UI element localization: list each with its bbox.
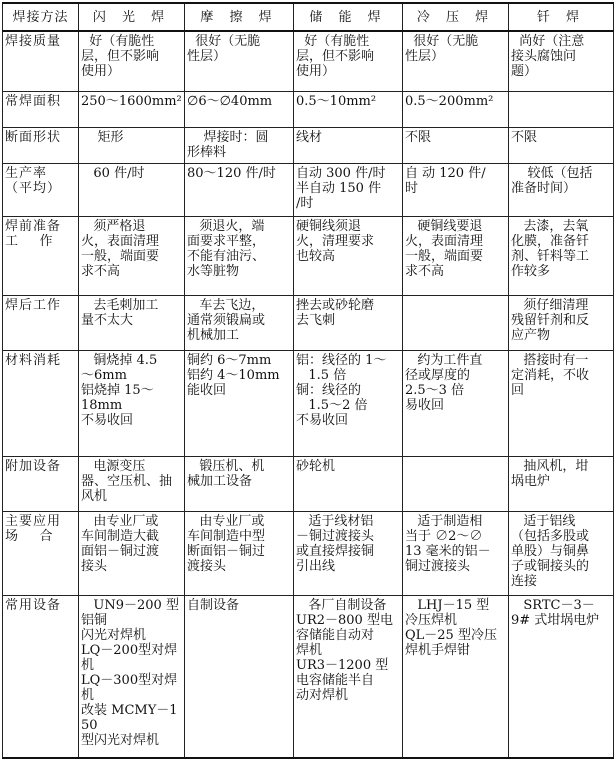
cell-line: LQ－300型对焊机: [81, 672, 178, 703]
row-label-line: 焊接质量: [5, 34, 62, 49]
cell-line: 单股）与铜鼻: [511, 543, 590, 559]
cell-line: 火，清理要求: [296, 233, 375, 249]
cell-line: 18mm: [81, 397, 123, 413]
row-label-main-applications: [3, 511, 79, 595]
cell-line: 挫去或砂轮磨: [296, 298, 375, 314]
header-welding-method: 焊接方法: [3, 3, 79, 31]
cell-line: 不易收回: [81, 412, 134, 428]
cell-post-weld-work-friction-welding: [185, 296, 294, 350]
cell-post-weld-work-brazing: [509, 296, 614, 350]
row-label-cross-section: [3, 127, 79, 164]
cell-line: 风机: [81, 489, 108, 505]
cell-line: 时: [405, 181, 419, 197]
cell-line: 一般，端面要: [81, 248, 160, 264]
cell-line: 量不太大: [81, 313, 134, 329]
cell-line: 铝：线径的 1～: [296, 352, 387, 368]
cell-line: UR3－1200 型: [296, 657, 389, 673]
cell-line: 求不高: [405, 263, 445, 279]
cell-line: 砂轮机: [296, 459, 336, 475]
cell-productivity-friction-welding: [185, 164, 294, 216]
row-label-line: 附加设备: [5, 459, 62, 475]
cell-line: ∅6～∅40mm: [187, 94, 273, 110]
cell-line: 硬铜线要退: [405, 218, 483, 234]
cell-line: 电容储能半自: [296, 672, 375, 688]
cell-line: 剂、钎料等工: [511, 248, 590, 264]
cell-main-applications-flash-welding: [79, 511, 185, 595]
cell-line: 铝烧掉 15～: [81, 382, 154, 398]
cell-line: 火，表面清理: [81, 233, 160, 249]
header-friction-welding: 摩 擦 焊: [185, 3, 294, 31]
cell-quality-friction-welding: [185, 31, 294, 92]
cell-line: 铝约 4～10mm: [187, 367, 280, 383]
row-label-line: 常用设备: [5, 597, 62, 613]
cell-line: 锻压机、机: [187, 459, 265, 475]
cell-line: UR2－800 型电: [296, 612, 393, 628]
row-label-line: 断面形状: [5, 129, 62, 145]
cell-auxiliary-equipment-flash-welding: [79, 457, 185, 511]
row-label-line: 生产率: [5, 166, 48, 182]
cell-weld-area-cold-pressure-welding: [403, 92, 509, 128]
cell-common-equipment-stored-energy-welding: [294, 595, 403, 758]
cell-line: 闪光对焊机: [81, 627, 147, 643]
row-label-line: 工 作: [5, 233, 54, 249]
row-label-line: （平均）: [5, 181, 62, 197]
cell-line: 自制设备: [187, 597, 240, 613]
cell-line: 各厂自制设备: [296, 597, 387, 613]
cell-main-applications-brazing: [509, 511, 614, 595]
cell-quality-brazing: [509, 31, 614, 92]
cell-line: 容储能自动对: [296, 627, 375, 643]
cell-line: 渡接头: [187, 558, 227, 574]
cell-auxiliary-equipment-friction-welding: [185, 457, 294, 511]
cell-pre-weld-prep-stored-energy-welding: [294, 216, 403, 296]
cell-line: 使用）: [81, 64, 121, 79]
cell-line: 铝铜: [81, 612, 108, 628]
cell-common-equipment-friction-welding: [185, 595, 294, 758]
cell-line: 机械加工: [187, 328, 240, 344]
row-label-line: 焊前准备: [5, 218, 62, 234]
cell-line: 一般，端面要: [405, 248, 484, 264]
cell-line: 由专业厂或: [187, 513, 265, 529]
cell-line: 层，但不影响: [81, 49, 160, 64]
cell-line: 250～1600mm²: [81, 94, 182, 110]
cell-line: 须仔细清理: [511, 298, 589, 314]
row-label-common-equipment: [3, 595, 79, 758]
cell-line: 求不高: [81, 263, 121, 279]
cell-line: 易收回: [405, 397, 445, 413]
cell-line: 面铝－铜过渡: [81, 543, 160, 559]
cell-auxiliary-equipment-brazing: [509, 457, 614, 511]
cell-line: 线材: [296, 129, 323, 145]
row-label-weld-area: [3, 92, 79, 128]
cell-post-weld-work-stored-energy-welding: [294, 296, 403, 350]
cell-line: －铜过渡接头: [296, 528, 375, 544]
cell-line: 题）: [511, 64, 538, 79]
cell-cross-section-flash-welding: [79, 127, 185, 164]
cell-line: 好（有脆性: [81, 34, 155, 49]
cell-post-weld-work-cold-pressure-welding: [403, 296, 509, 350]
cell-line: 或直接焊接铜: [296, 543, 375, 559]
header-row: [3, 3, 614, 31]
cell-line: 回: [511, 382, 525, 398]
cell-line: 半自动 150 件: [296, 181, 382, 197]
cell-line: 硬铜线须退: [296, 218, 362, 234]
cell-line: 1.5～2 倍: [296, 397, 368, 413]
cell-line: 定消耗，不收: [511, 367, 590, 383]
cell-pre-weld-prep-brazing: [509, 216, 614, 296]
cell-line: 器、空压机、抽: [81, 474, 173, 490]
cell-line: 自动 300 件/时: [296, 166, 386, 182]
cell-post-weld-work-flash-welding: [79, 296, 185, 350]
cell-line: 2.5～3 倍: [405, 382, 465, 398]
cell-line: 应产物: [511, 328, 551, 344]
table-row: [3, 31, 614, 92]
table-row: [3, 164, 614, 216]
cell-auxiliary-equipment-cold-pressure-welding: [403, 457, 509, 511]
cell-line: /时: [296, 196, 314, 212]
cell-pre-weld-prep-flash-welding: [79, 216, 185, 296]
cell-auxiliary-equipment-stored-energy-welding: [294, 457, 403, 511]
table-body: [3, 31, 614, 758]
cell-material-consumption-stored-energy-welding: [294, 350, 403, 457]
table-row: [3, 216, 614, 296]
cell-line: 去飞刺: [296, 313, 336, 329]
cell-line: 由专业厂或: [81, 513, 159, 529]
cell-cross-section-friction-welding: [185, 127, 294, 164]
cell-line: 好（有脆性: [296, 34, 370, 49]
cell-line: 性层）: [405, 49, 445, 64]
cell-material-consumption-cold-pressure-welding: [403, 350, 509, 457]
table-row: [3, 511, 614, 595]
cell-material-consumption-flash-welding: [79, 350, 185, 457]
row-label-line: 主要应用: [5, 513, 62, 529]
header-stored-energy-welding: 储 能 焊: [294, 3, 403, 31]
cell-line: 电源变压: [81, 459, 146, 475]
cell-line: 适于线材铝: [296, 513, 374, 529]
cell-line: 搭接时有一: [511, 352, 589, 368]
row-label-line: 场 合: [5, 528, 54, 544]
row-label-productivity: [3, 164, 79, 216]
cell-pre-weld-prep-friction-welding: [185, 216, 294, 296]
cell-line: 改装 MCMY－150: [81, 702, 178, 733]
cell-line: 0.5～10mm²: [296, 94, 377, 110]
cell-material-consumption-brazing: [509, 350, 614, 457]
cell-line: ～6mm: [81, 367, 127, 383]
cell-line: 接头: [81, 558, 108, 574]
cell-line: 冷压焊机: [405, 612, 458, 628]
cell-line: 动对焊机: [296, 687, 349, 703]
cell-line: 矩形: [81, 129, 124, 145]
cell-line: 层，但不影响: [296, 49, 375, 64]
cell-line: 不限: [405, 129, 432, 145]
cell-cross-section-stored-energy-welding: [294, 127, 403, 164]
cell-cross-section-cold-pressure-welding: [403, 127, 509, 164]
cell-line: 须退火，端: [187, 218, 265, 234]
cell-weld-area-flash-welding: [79, 92, 185, 128]
table-row: [3, 127, 614, 164]
cell-line: 60 件/时: [81, 166, 145, 182]
cell-productivity-flash-welding: [79, 164, 185, 216]
row-label-line: 常焊面积: [5, 94, 62, 110]
welding-methods-table: [2, 2, 614, 759]
cell-weld-area-brazing: [509, 92, 614, 128]
cell-pre-weld-prep-cold-pressure-welding: [403, 216, 509, 296]
cell-line: 残留钎剂和反: [511, 313, 590, 329]
cell-line: 适于铝线: [511, 513, 576, 529]
cell-line: 焊接时：圆: [187, 129, 269, 145]
cell-quality-flash-welding: [79, 31, 185, 92]
cell-line: 尚好（注意: [511, 34, 585, 49]
cell-line: 很好（无脆: [405, 34, 479, 49]
cell-main-applications-stored-energy-welding: [294, 511, 403, 595]
cell-line: 连接: [511, 573, 538, 589]
cell-line: 断面铝－铜过: [187, 543, 266, 559]
row-label-line: 焊后工作: [5, 298, 62, 314]
cell-line: 埚电炉: [511, 474, 551, 490]
cell-line: 不易收回: [296, 412, 349, 428]
cell-productivity-stored-energy-welding: [294, 164, 403, 216]
cell-line: 准备时间）: [511, 181, 577, 197]
cell-line: 子或铜接头的: [511, 558, 590, 574]
cell-line: 面要求平整，: [187, 233, 266, 249]
cell-line: 较低（包括: [511, 166, 593, 182]
cell-weld-area-friction-welding: [185, 92, 294, 128]
cell-line: 形棒料: [187, 144, 227, 160]
table-row: [3, 457, 614, 511]
cell-line: 通常须锻扁或: [187, 313, 266, 329]
cell-line: 化膜，准备钎: [511, 233, 590, 249]
cell-line: （包括多股或: [511, 528, 590, 544]
cell-line: UN9－200 型: [81, 597, 179, 613]
cell-line: 不限: [511, 129, 538, 145]
cell-line: 械加工设备: [187, 474, 253, 490]
row-label-quality: [3, 31, 79, 92]
cell-line: 1.5 倍: [296, 367, 347, 383]
row-label-material-consumption: [3, 350, 79, 457]
cell-line: 去毛刺加工: [81, 298, 159, 314]
cell-line: LHJ－15 型: [405, 597, 490, 613]
cell-material-consumption-friction-welding: [185, 350, 294, 457]
cell-line: 抽风机，坩: [511, 459, 589, 475]
cell-common-equipment-cold-pressure-welding: [403, 595, 509, 758]
cell-line: 接头腐蚀问: [511, 49, 577, 64]
table-row: [3, 92, 614, 128]
cell-line: 径或厚度的: [405, 367, 471, 383]
cell-line: 铜：线径的: [296, 382, 362, 398]
cell-line: 不能有油污、: [187, 248, 266, 264]
cell-productivity-cold-pressure-welding: [403, 164, 509, 216]
cell-line: 适于制造相: [405, 513, 483, 529]
cell-line: 铜约 6～7mm: [187, 352, 272, 368]
cell-line: 须严格退: [81, 218, 146, 234]
row-label-post-weld-work: [3, 296, 79, 350]
cell-productivity-brazing: [509, 164, 614, 216]
cell-line: 车去飞边，: [187, 298, 265, 314]
cell-line: 13 毫米的铝－: [405, 543, 491, 559]
cell-line: 也较高: [296, 248, 336, 264]
cell-line: 铜过渡接头: [405, 558, 471, 574]
cell-line: 焊机手焊钳: [405, 642, 471, 658]
table-row: [3, 350, 614, 457]
cell-line: 作较多: [511, 263, 551, 279]
cell-line: 很好（无脆: [187, 34, 261, 49]
cell-line: 水等脏物: [187, 263, 240, 279]
row-label-line: 材料消耗: [5, 352, 62, 368]
cell-line: 自 动 120 件/: [405, 166, 486, 182]
cell-line: 车间制造中型: [187, 528, 266, 544]
cell-quality-stored-energy-welding: [294, 31, 403, 92]
cell-line: 焊机: [296, 642, 323, 658]
cell-line: 80～120 件/时: [187, 166, 276, 182]
cell-common-equipment-flash-welding: [79, 595, 185, 758]
row-label-pre-weld-prep: [3, 216, 79, 296]
cell-main-applications-cold-pressure-welding: [403, 511, 509, 595]
cell-line: 型闪光对焊机: [81, 732, 160, 748]
row-label-auxiliary-equipment: [3, 457, 79, 511]
cell-line: 9# 式坩埚电炉: [511, 612, 600, 628]
cell-line: 能收回: [187, 382, 227, 398]
cell-line: 引出线: [296, 558, 336, 574]
cell-main-applications-friction-welding: [185, 511, 294, 595]
cell-line: 约为工件直: [405, 352, 483, 368]
cell-line: 火，表面清理: [405, 233, 484, 249]
cell-common-equipment-brazing: [509, 595, 614, 758]
cell-line: SRTC－3－: [511, 597, 595, 613]
header-flash-welding: 闪 光 焊: [79, 3, 185, 31]
cell-line: 当于 ∅2～∅: [405, 528, 483, 544]
cell-line: QL－25 型冷压: [405, 627, 497, 643]
table-row: [3, 595, 614, 758]
cell-quality-cold-pressure-welding: [403, 31, 509, 92]
cell-line: 性层）: [187, 49, 227, 64]
cell-line: LQ－200型对焊机: [81, 642, 178, 673]
cell-line: 使用）: [296, 64, 336, 79]
cell-cross-section-brazing: [509, 127, 614, 164]
cell-weld-area-stored-energy-welding: [294, 92, 403, 128]
cell-line: 0.5～200mm²: [405, 94, 494, 110]
header-cold-pressure-welding: 冷 压 焊: [403, 3, 509, 31]
table-row: [3, 296, 614, 350]
cell-line: 车间制造大截: [81, 528, 160, 544]
cell-line: 去漆，去氧: [511, 218, 589, 234]
cell-line: 铜烧掉 4.5: [81, 352, 158, 368]
header-brazing: 钎 焊: [509, 3, 614, 31]
